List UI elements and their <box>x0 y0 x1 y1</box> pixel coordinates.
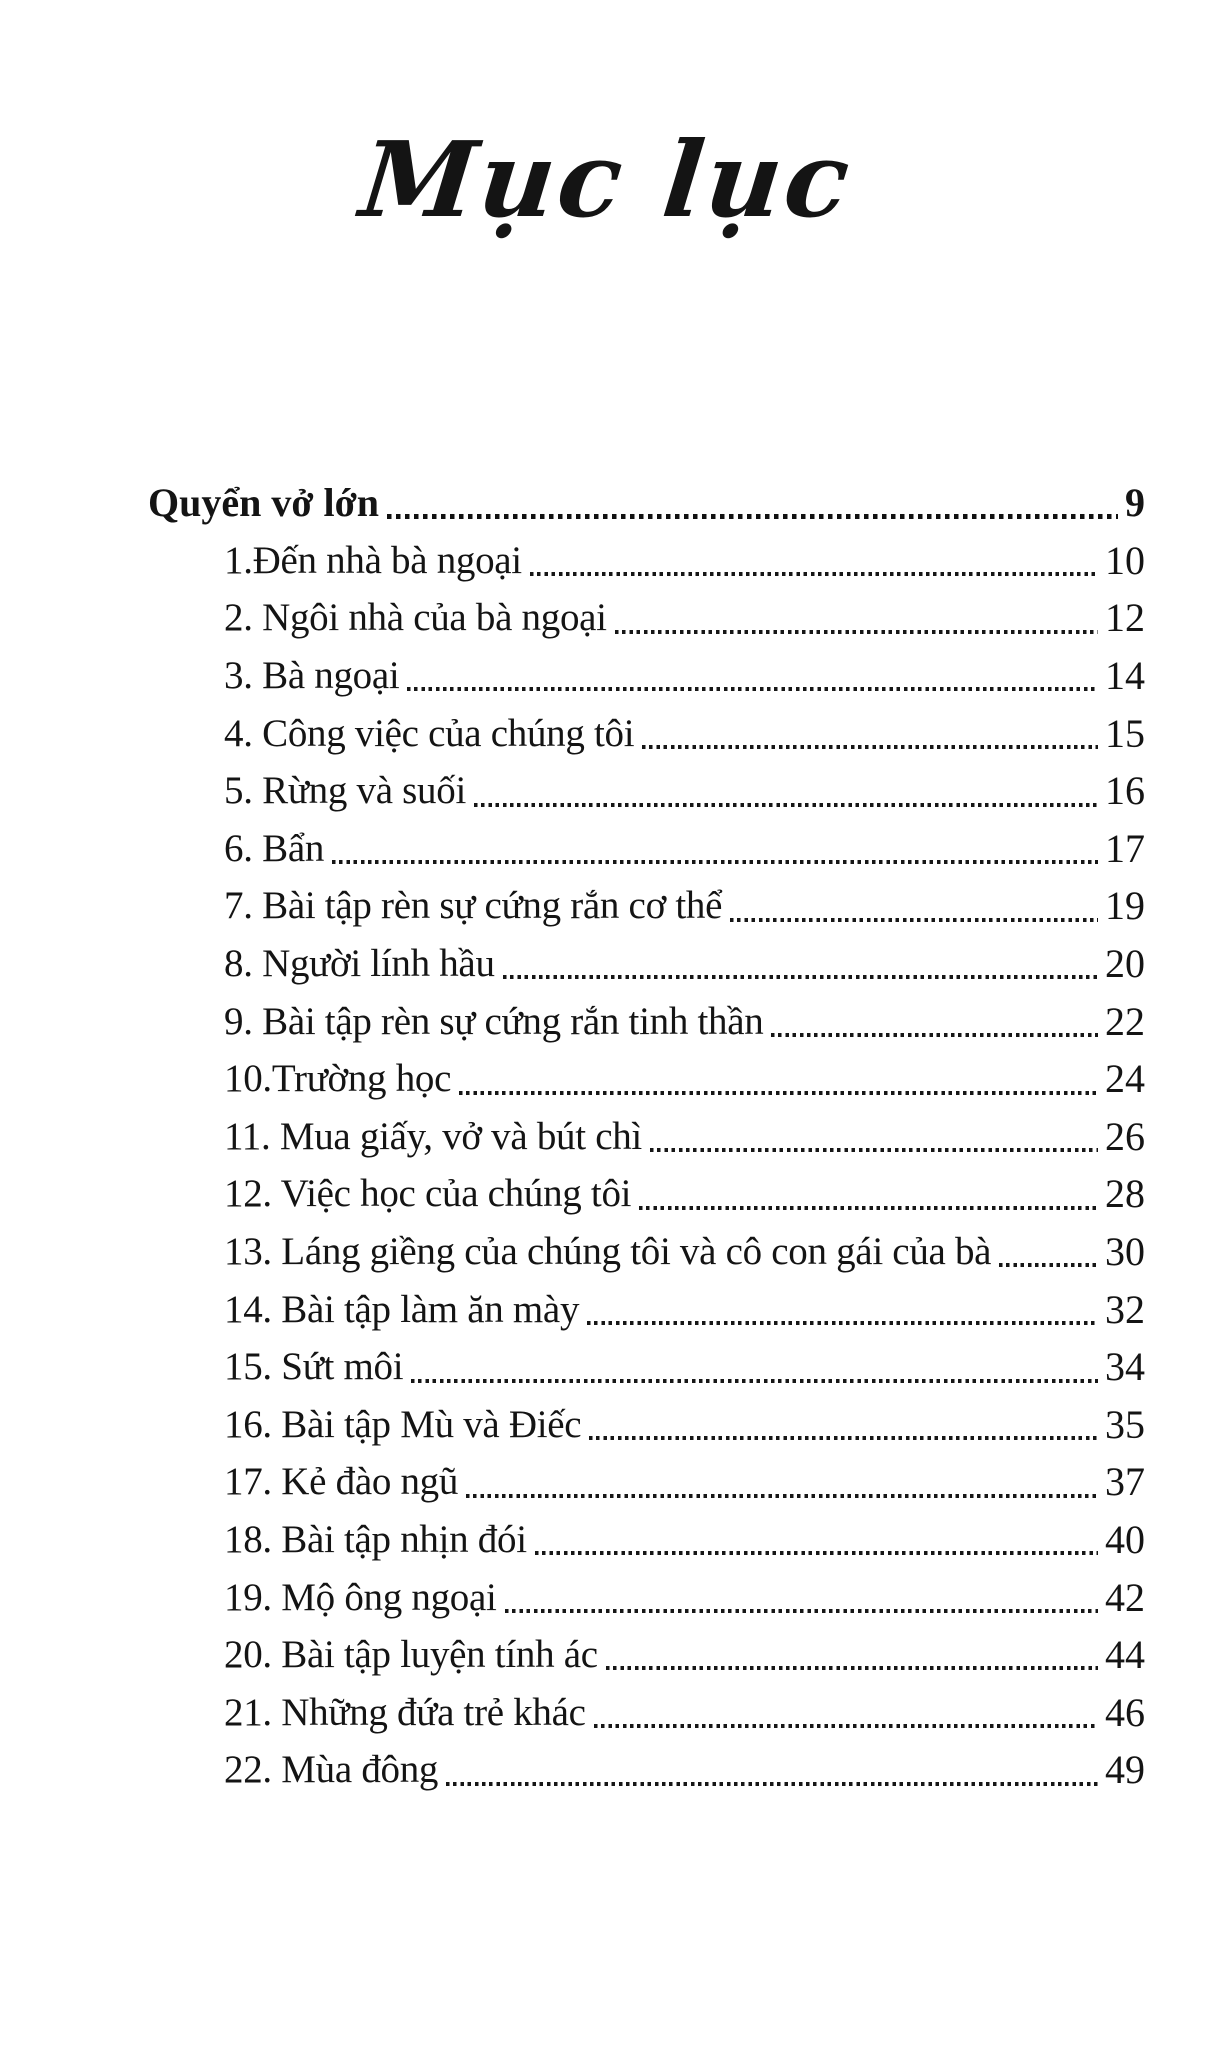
toc-entry-row <box>148 1683 1145 1741</box>
toc-entry-page: 26 <box>1105 1113 1145 1159</box>
toc-entry-page: 24 <box>1105 1056 1145 1102</box>
toc-entry-page: 40 <box>1105 1516 1145 1562</box>
dot-leader <box>503 935 1100 993</box>
toc-entry-page: 12 <box>1105 595 1145 641</box>
toc-entry-page: 20 <box>1105 941 1145 987</box>
dot-leader <box>999 1223 1100 1281</box>
toc-entry-label: 9. Bài tập rèn sự cứng rắn tinh thần <box>224 999 764 1043</box>
page-title: Mục lục <box>355 118 858 241</box>
toc-header-row <box>148 474 1145 532</box>
toc-entry-page: 37 <box>1105 1459 1145 1505</box>
toc-entry-page: 16 <box>1105 768 1145 814</box>
toc-entry-row <box>148 589 1145 647</box>
dot-leader <box>535 1511 1100 1569</box>
dot-leader <box>459 1050 1100 1108</box>
dot-leader <box>606 1626 1100 1684</box>
dot-leader <box>589 1396 1100 1454</box>
dot-leader <box>407 647 1100 705</box>
toc-entry-label: 1.Đến nhà bà ngoại <box>224 538 522 582</box>
toc-entry-row <box>148 1280 1145 1338</box>
toc-entry-page: 34 <box>1105 1344 1145 1390</box>
toc-entry-label: 18. Bài tập nhịn đói <box>224 1517 527 1561</box>
toc-entry-label: 21. Những đứa trẻ khác <box>224 1690 586 1734</box>
toc-entry-page: 30 <box>1105 1229 1145 1275</box>
toc-entry-row <box>148 1396 1145 1454</box>
dot-leader <box>466 1453 1100 1511</box>
toc-entry-row <box>148 1108 1145 1166</box>
toc-entry-label: 11. Mua giấy, vở và bút chì <box>224 1114 642 1158</box>
dot-leader <box>650 1108 1100 1166</box>
dot-leader <box>411 1338 1100 1396</box>
toc-entry-row <box>148 1050 1145 1108</box>
dot-leader <box>730 877 1100 935</box>
toc-entry-page: 14 <box>1105 653 1145 699</box>
toc-entry-label: 7. Bài tập rèn sự cứng rắn cơ thể <box>224 884 723 928</box>
toc-entry-row <box>148 762 1145 820</box>
toc-entry-page: 42 <box>1105 1574 1145 1620</box>
toc-entry-label: 22. Mùa đông <box>224 1748 439 1792</box>
toc-header-label: Quyển vở lớn <box>148 480 380 526</box>
toc-entry-label: 17. Kẻ đào ngũ <box>224 1460 459 1504</box>
dot-leader <box>615 589 1100 647</box>
toc-entry-label: 8. Người lính hầu <box>224 942 495 986</box>
toc-entries <box>148 532 1145 1799</box>
dot-leader <box>642 704 1100 762</box>
dot-leader <box>332 820 1100 878</box>
toc-entry-row <box>148 1165 1145 1223</box>
toc-entry-label: 4. Công việc của chúng tôi <box>224 711 635 755</box>
dot-leader <box>587 1280 1100 1338</box>
toc-entry-page: 32 <box>1105 1286 1145 1332</box>
dot-leader <box>505 1568 1100 1626</box>
toc-entry-label: 5. Rừng và suối <box>224 769 466 813</box>
toc-entry-row <box>148 532 1145 590</box>
toc-entry-label: 16. Bài tập Mù và Điếc <box>224 1402 582 1446</box>
toc-entry-page: 35 <box>1105 1401 1145 1447</box>
toc-header-page: 9 <box>1125 480 1145 526</box>
dot-leader <box>530 532 1100 590</box>
toc-entry-row <box>148 935 1145 993</box>
toc-entry-row <box>148 1568 1145 1626</box>
toc-entry-page: 49 <box>1105 1747 1145 1793</box>
toc-entry-row <box>148 1511 1145 1569</box>
toc-entry-page: 19 <box>1105 883 1145 929</box>
toc-entry-page: 17 <box>1105 825 1145 871</box>
toc-entry-page: 15 <box>1105 710 1145 756</box>
toc-entry-row <box>148 820 1145 878</box>
toc-entry-label: 20. Bài tập luyện tính ác <box>224 1633 598 1677</box>
toc-entry-page: 44 <box>1105 1632 1145 1678</box>
toc-entry-page: 28 <box>1105 1171 1145 1217</box>
toc-entry-row <box>148 704 1145 762</box>
dot-leader <box>639 1165 1100 1223</box>
toc-entry-label: 14. Bài tập làm ăn mày <box>224 1287 580 1331</box>
dot-leader <box>771 992 1100 1050</box>
toc-entry-label: 3. Bà ngoại <box>224 654 400 698</box>
dot-leader <box>387 474 1120 532</box>
toc-entry-row <box>148 1626 1145 1684</box>
toc-entry-page: 46 <box>1105 1689 1145 1735</box>
toc-entry-row <box>148 647 1145 705</box>
dot-leader <box>594 1683 1100 1741</box>
toc-list <box>148 474 1145 1799</box>
dot-leader <box>446 1741 1100 1799</box>
toc-entry-label: 6. Bẩn <box>224 826 325 870</box>
toc-entry-label: 15. Sứt môi <box>224 1345 404 1389</box>
toc-entry-label: 13. Láng giềng của chúng tôi và cô con gái của bà <box>224 1230 992 1274</box>
toc-entry-page: 10 <box>1105 537 1145 583</box>
toc-entry-row <box>148 1338 1145 1396</box>
toc-entry-row <box>148 877 1145 935</box>
toc-entry-row <box>148 1741 1145 1799</box>
toc-entry-label: 10.Trường học <box>224 1057 452 1101</box>
toc-entry-row <box>148 1223 1145 1281</box>
toc-entry-label: 19. Mộ ông ngoại <box>224 1575 497 1619</box>
toc-entry-label: 12. Việc học của chúng tôi <box>224 1172 632 1216</box>
toc-entry-label: 2. Ngôi nhà của bà ngoại <box>224 596 607 640</box>
toc-entry-row <box>148 1453 1145 1511</box>
toc-entry-page: 22 <box>1105 998 1145 1044</box>
dot-leader <box>474 762 1100 820</box>
toc-entry-row <box>148 992 1145 1050</box>
